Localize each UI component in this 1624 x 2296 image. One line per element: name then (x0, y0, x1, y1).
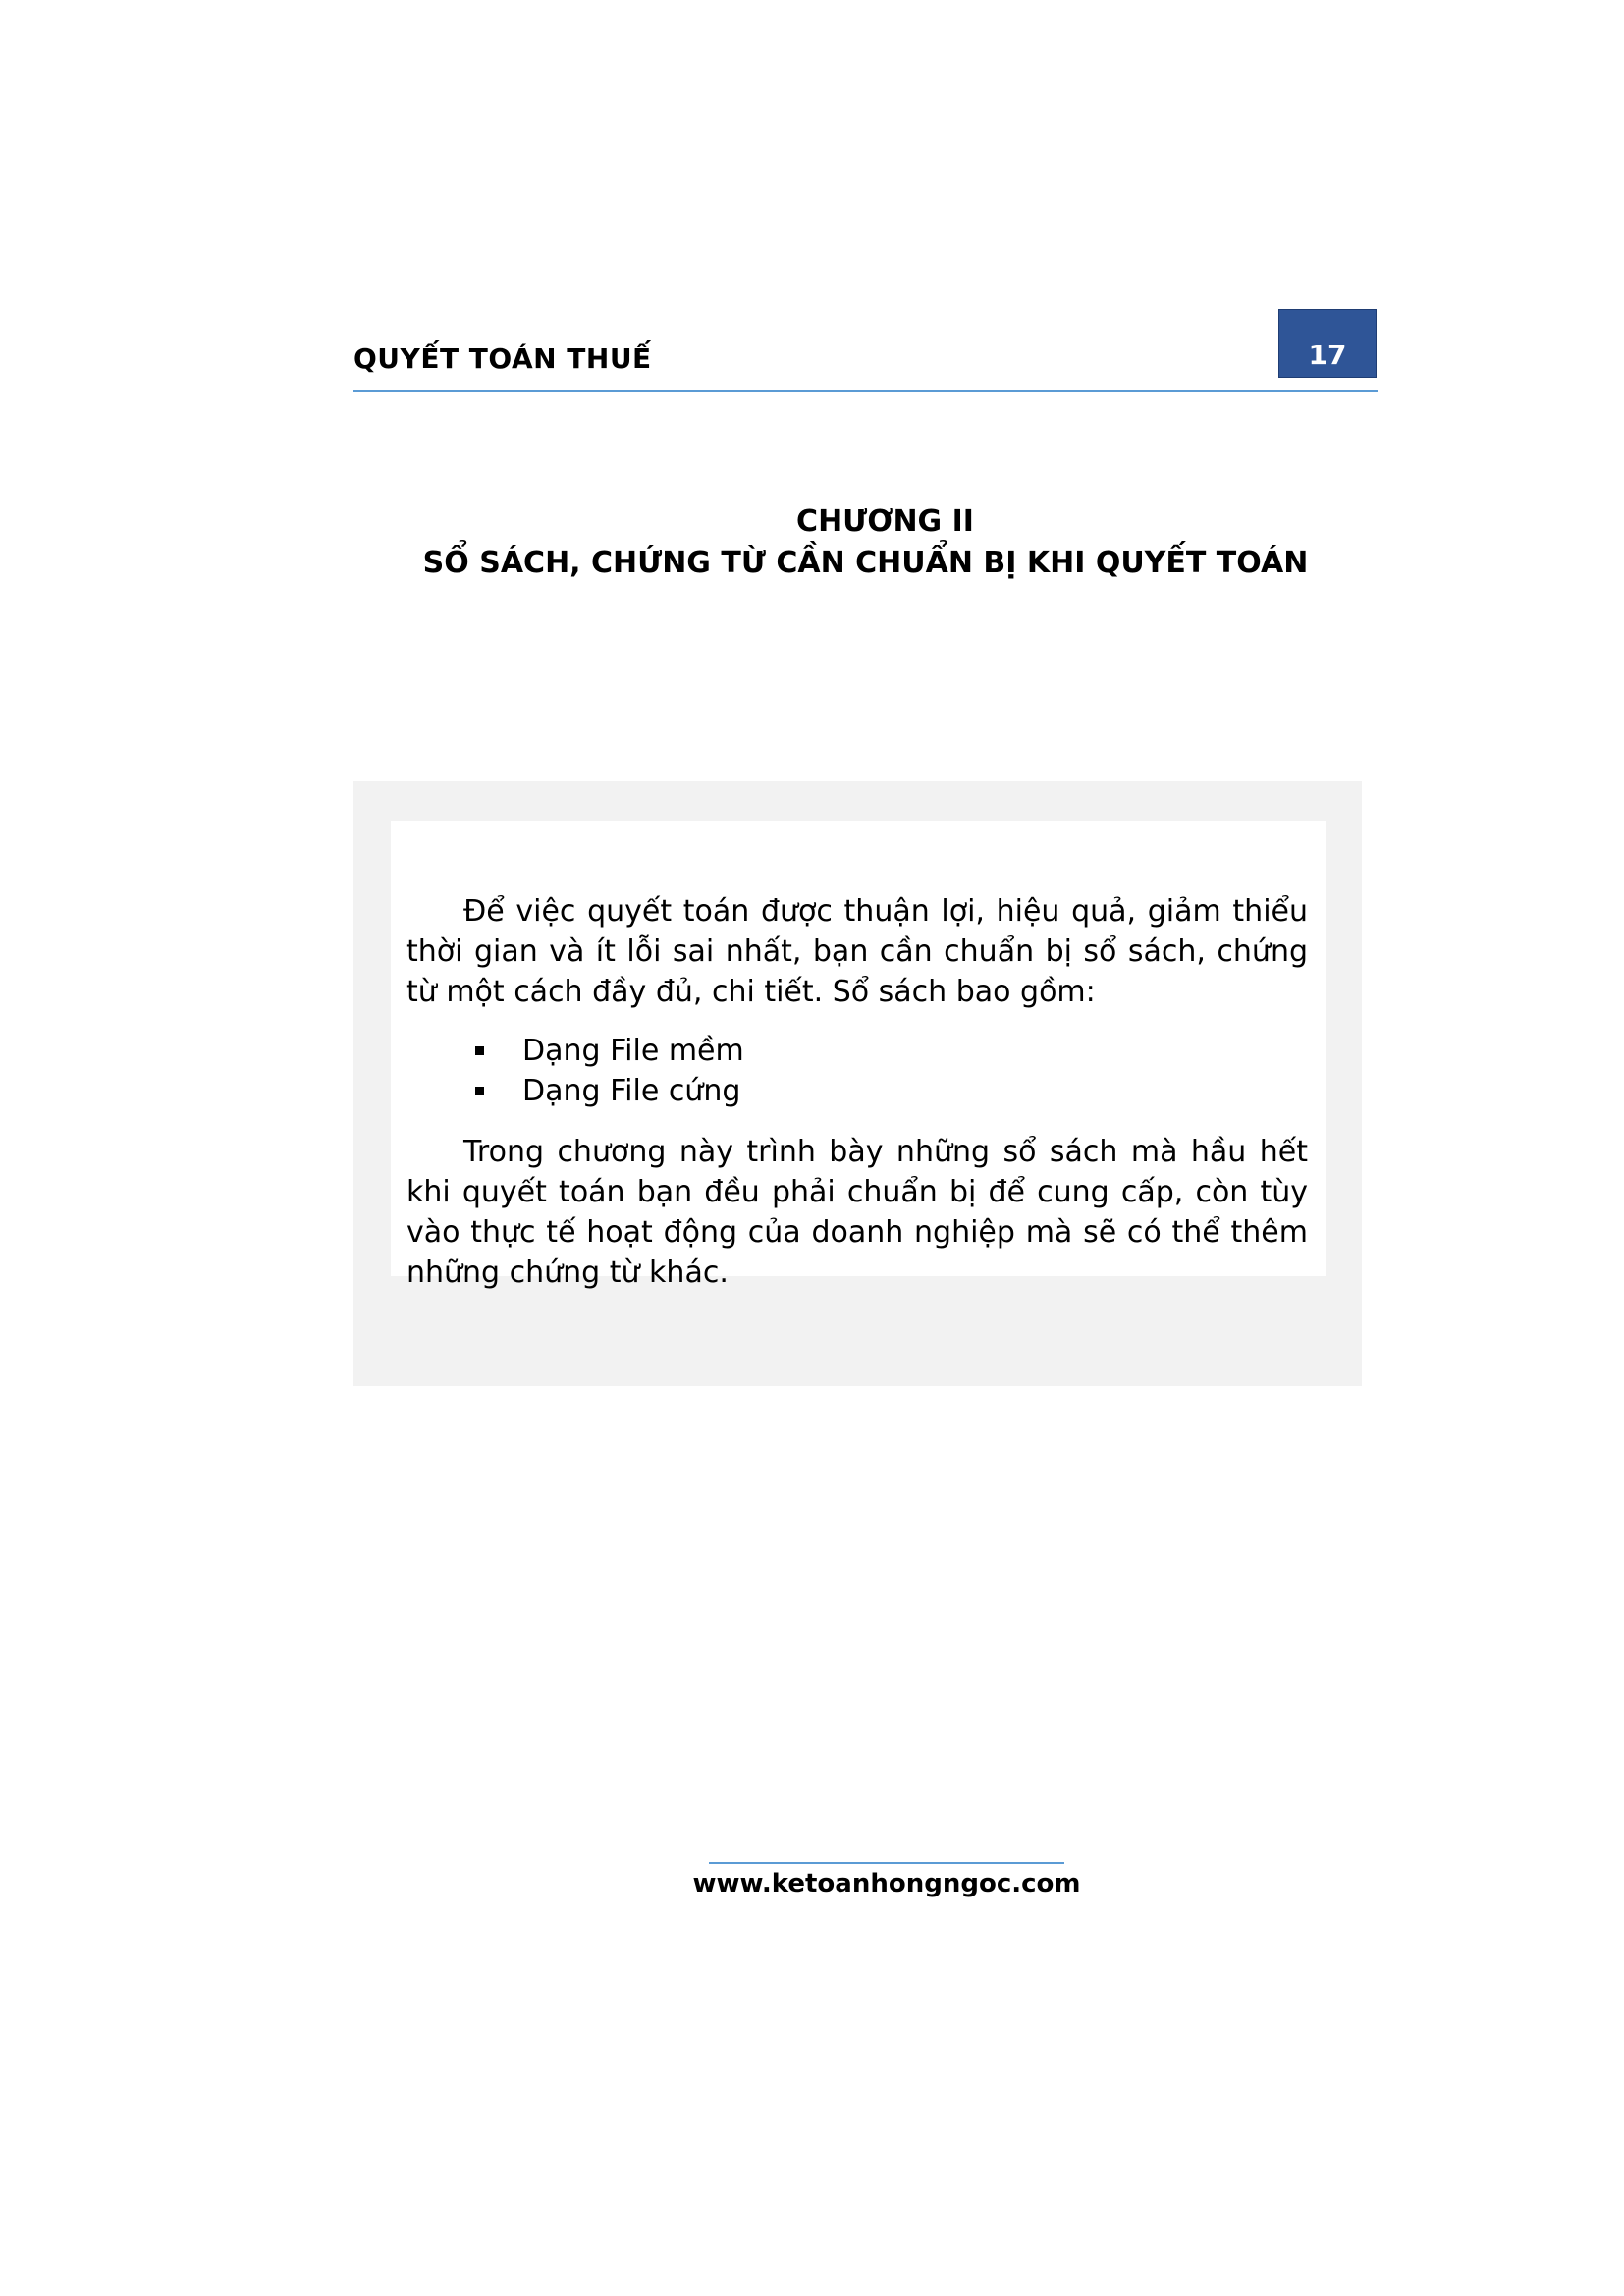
list-item (406, 1071, 1308, 1111)
book-format-list (406, 1031, 1308, 1111)
list-item (406, 1031, 1308, 1071)
chapter-number: CHƯƠNG II (796, 505, 974, 539)
footer-divider (709, 1862, 1064, 1864)
intro-paragraph-1: Để việc quyết toán được thuận lợi, hiệu quả, giảm thiểu thời gian và ít lỗi sai nhất, bạn cần chuẩn bị sổ sách, chứng từ một cách đầy đủ, chi tiết. Sổ sách bao gồm: (406, 894, 1308, 1009)
list-item-label: Dạng File cứng (522, 1074, 741, 1108)
square-bullet-icon (475, 1046, 484, 1055)
list-item-label: Dạng File mềm (522, 1034, 744, 1068)
running-header-title: QUYẾT TOÁN THUẾ (353, 343, 652, 375)
chapter-title: SỔ SÁCH, CHỨNG TỪ CẦN CHUẨN BỊ KHI QUYẾT TOÁN (422, 546, 1309, 580)
header-divider (353, 390, 1378, 392)
page-number: 17 (1308, 338, 1347, 371)
page-number-badge (1278, 309, 1377, 378)
intro-text-box (391, 821, 1326, 1290)
square-bullet-icon (475, 1087, 484, 1095)
footer-website-url[interactable]: www.ketoanhongngoc.com (692, 1869, 1081, 1898)
intro-paragraph-2: Trong chương này trình bày những sổ sách mà hầu hết khi quyết toán bạn đều phải chuẩn bị để cung cấp, còn tùy vào thực tế hoạt động của doanh nghiệp mà sẽ có thể thêm những chứng từ khác. (406, 1135, 1308, 1290)
